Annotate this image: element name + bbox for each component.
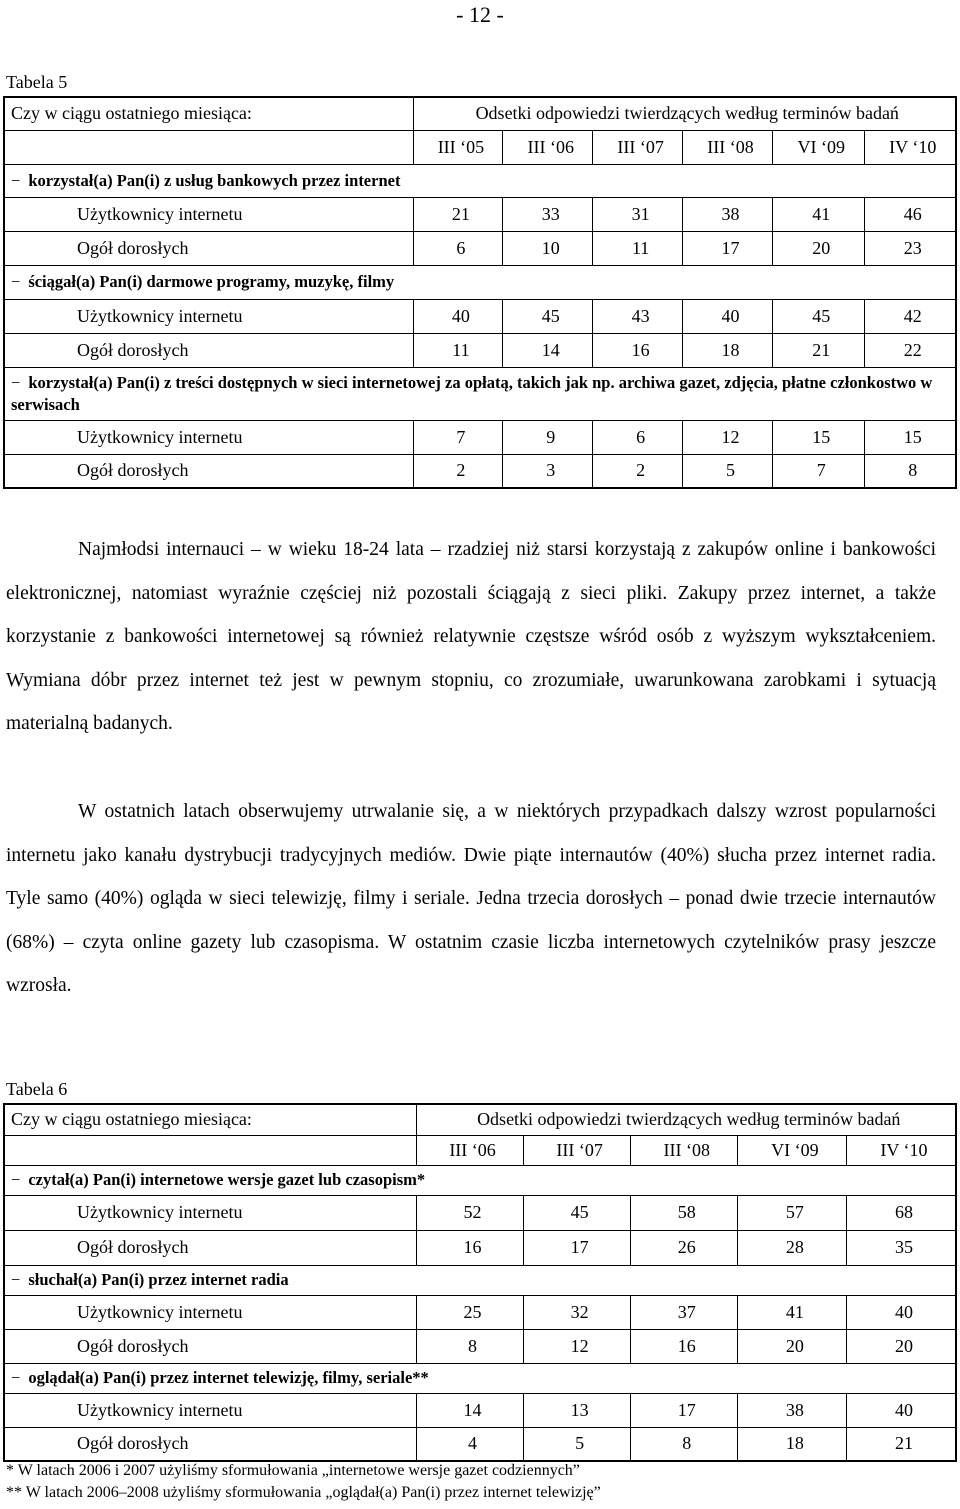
table-cell: 38 bbox=[683, 197, 773, 231]
table-row-label: Użytkownicy internetu bbox=[4, 1393, 416, 1427]
table-cell: 5 bbox=[523, 1427, 630, 1461]
table-cell: 4 bbox=[416, 1427, 523, 1461]
table-cell: 16 bbox=[593, 333, 683, 367]
table6-period: III ‘07 bbox=[523, 1135, 630, 1165]
table6-group-label: − oglądał(a) Pan(i) przez internet telewizję, filmy, seriale** bbox=[4, 1363, 956, 1393]
table6-question: Czy w ciągu ostatniego miesiąca: bbox=[4, 1104, 416, 1135]
table-cell: 41 bbox=[737, 1295, 846, 1329]
footnote: * W latach 2006 i 2007 użyliśmy sformułowania „internetowe wersje gazet codziennych” bbox=[6, 1462, 580, 1479]
table-cell: 45 bbox=[503, 299, 593, 333]
table-cell: 6 bbox=[413, 231, 503, 265]
table-cell: 21 bbox=[846, 1427, 956, 1461]
table-row-label: Użytkownicy internetu bbox=[4, 1295, 416, 1329]
table-cell: 8 bbox=[630, 1427, 737, 1461]
table-cell: 23 bbox=[864, 231, 956, 265]
table6-caption: Tabela 6 bbox=[6, 1079, 68, 1099]
table-cell: 37 bbox=[630, 1295, 737, 1329]
table-row-label: Ogół dorosłych bbox=[4, 1230, 416, 1265]
table-cell: 40 bbox=[413, 299, 503, 333]
table-row-label: Ogół dorosłych bbox=[4, 454, 413, 488]
table6-header: Odsetki odpowiedzi twierdzących według terminów badań bbox=[416, 1104, 956, 1135]
table-cell: 22 bbox=[864, 333, 956, 367]
table-cell: 2 bbox=[413, 454, 503, 488]
body-paragraph: Najmłodsi internauci – w wieku 18-24 lata – rzadziej niż starsi korzystają z zakupów online i bankowości elektronicznej, natomiast wyraźnie częściej niż pozostali ściągają z sieci pliki. Zakupy przez internet, a także korzystanie z bankowości internetowej są również relatywnie częstsze wśród osób z wyższym wykształceniem. Wymiana dóbr przez internet też jest w pewnym stopniu, co zrozumiałe, uwarunkowana zarobkami i sytuacją materialną badanych. bbox=[6, 539, 936, 734]
table5-period: III ‘05 bbox=[413, 130, 503, 164]
table-cell: 26 bbox=[630, 1230, 737, 1265]
table-cell: 7 bbox=[413, 420, 503, 454]
table-cell: 15 bbox=[772, 420, 864, 454]
table-cell: 20 bbox=[846, 1329, 956, 1363]
table5-period: III ‘07 bbox=[593, 130, 683, 164]
table6-period: III ‘06 bbox=[416, 1135, 523, 1165]
page-number: - 12 - bbox=[456, 2, 504, 27]
table-row-label: Użytkownicy internetu bbox=[4, 197, 413, 231]
table-cell: 6 bbox=[593, 420, 683, 454]
table-cell: 9 bbox=[503, 420, 593, 454]
table-cell: 45 bbox=[523, 1195, 630, 1230]
table-cell: 14 bbox=[416, 1393, 523, 1427]
table-cell: 8 bbox=[416, 1329, 523, 1363]
table6 bbox=[3, 1103, 957, 1462]
table-cell: 32 bbox=[523, 1295, 630, 1329]
table-cell: 18 bbox=[737, 1427, 846, 1461]
table-cell: 20 bbox=[737, 1329, 846, 1363]
table-cell: 58 bbox=[630, 1195, 737, 1230]
table-cell: 7 bbox=[772, 454, 864, 488]
table-cell: 17 bbox=[523, 1230, 630, 1265]
table5-group-label: − korzystał(a) Pan(i) z usług bankowych przez internet bbox=[4, 164, 956, 197]
table6-period: IV ‘10 bbox=[846, 1135, 956, 1165]
table-row-label: Użytkownicy internetu bbox=[4, 299, 413, 333]
table-cell: 12 bbox=[683, 420, 773, 454]
table-row-label: Ogół dorosłych bbox=[4, 231, 413, 265]
table-cell: 31 bbox=[593, 197, 683, 231]
table-cell: 35 bbox=[846, 1230, 956, 1265]
table-cell: 33 bbox=[503, 197, 593, 231]
table-cell: 40 bbox=[846, 1295, 956, 1329]
table-row-label: Ogół dorosłych bbox=[4, 1427, 416, 1461]
table-cell: 16 bbox=[630, 1329, 737, 1363]
table5-question: Czy w ciągu ostatniego miesiąca: bbox=[4, 97, 413, 130]
table-cell: 43 bbox=[593, 299, 683, 333]
table-cell: 57 bbox=[737, 1195, 846, 1230]
table-cell: 12 bbox=[523, 1329, 630, 1363]
table-cell: 13 bbox=[523, 1393, 630, 1427]
table-cell: 42 bbox=[864, 299, 956, 333]
table-cell: 5 bbox=[683, 454, 773, 488]
table-cell: 11 bbox=[413, 333, 503, 367]
table-cell: 41 bbox=[772, 197, 864, 231]
table-cell: 10 bbox=[503, 231, 593, 265]
table5-group-label: − ściągał(a) Pan(i) darmowe programy, muzykę, filmy bbox=[4, 265, 956, 299]
table5-caption: Tabela 5 bbox=[6, 72, 68, 92]
table-cell: 17 bbox=[683, 231, 773, 265]
table6-period: VI ‘09 bbox=[737, 1135, 846, 1165]
table-cell: 16 bbox=[416, 1230, 523, 1265]
table-cell: 3 bbox=[503, 454, 593, 488]
table5-period: III ‘06 bbox=[503, 130, 593, 164]
table-cell: 68 bbox=[846, 1195, 956, 1230]
table-cell: 25 bbox=[416, 1295, 523, 1329]
table-cell: 11 bbox=[593, 231, 683, 265]
table5-period: VI ‘09 bbox=[772, 130, 864, 164]
table-cell: 38 bbox=[737, 1393, 846, 1427]
table-row-label: Użytkownicy internetu bbox=[4, 1195, 416, 1230]
footnote: ** W latach 2006–2008 użyliśmy sformułowania „oglądał(a) Pan(i) przez internet telewizję” bbox=[6, 1484, 601, 1501]
table6-group-label: − czytał(a) Pan(i) internetowe wersje gazet lub czasopism* bbox=[4, 1165, 956, 1195]
table-cell: 18 bbox=[683, 333, 773, 367]
table-cell: 40 bbox=[846, 1393, 956, 1427]
table-cell: 46 bbox=[864, 197, 956, 231]
body-paragraph: W ostatnich latach obserwujemy utrwalanie się, a w niektórych przypadkach dalszy wzrost popularności internetu jako kanału dystrybucji tradycyjnych mediów. Dwie piąte internautów (40%) słucha przez internet radia. Tyle samo (40%) ogląda w sieci telewizję, filmy i seriale. Jedna trzecia dorosłych – ponad dwie trzecie internautów (68%) – czyta online gazety lub czasopisma. W ostatnim czasie liczba internetowych czytelników prasy jeszcze wzrosła. bbox=[6, 801, 936, 996]
table-cell: 28 bbox=[737, 1230, 846, 1265]
table5 bbox=[3, 96, 957, 489]
table5-period: IV ‘10 bbox=[864, 130, 956, 164]
table-cell: 21 bbox=[413, 197, 503, 231]
table-row-label: Ogół dorosłych bbox=[4, 333, 413, 367]
table-cell: 17 bbox=[630, 1393, 737, 1427]
table5-header: Odsetki odpowiedzi twierdzących według terminów badań bbox=[413, 97, 956, 130]
table-row-label: Ogół dorosłych bbox=[4, 1329, 416, 1363]
table6-period: III ‘08 bbox=[630, 1135, 737, 1165]
table-cell: 21 bbox=[772, 333, 864, 367]
table-row-label: Użytkownicy internetu bbox=[4, 420, 413, 454]
table-cell: 20 bbox=[772, 231, 864, 265]
table-cell: 52 bbox=[416, 1195, 523, 1230]
table6-group-label: − słuchał(a) Pan(i) przez internet radia bbox=[4, 1265, 956, 1295]
table-cell: 45 bbox=[772, 299, 864, 333]
table5-period: III ‘08 bbox=[683, 130, 773, 164]
table-cell: 8 bbox=[864, 454, 956, 488]
table-cell: 14 bbox=[503, 333, 593, 367]
table-cell: 15 bbox=[864, 420, 956, 454]
table-cell: 40 bbox=[683, 299, 773, 333]
table5-group-label: − korzystał(a) Pan(i) z treści dostępnych w sieci internetowej za opłatą, takich jak np. archiwa gazet, zdjęcia, płatne członkostwo w serwisach bbox=[4, 367, 956, 420]
table-cell: 2 bbox=[593, 454, 683, 488]
